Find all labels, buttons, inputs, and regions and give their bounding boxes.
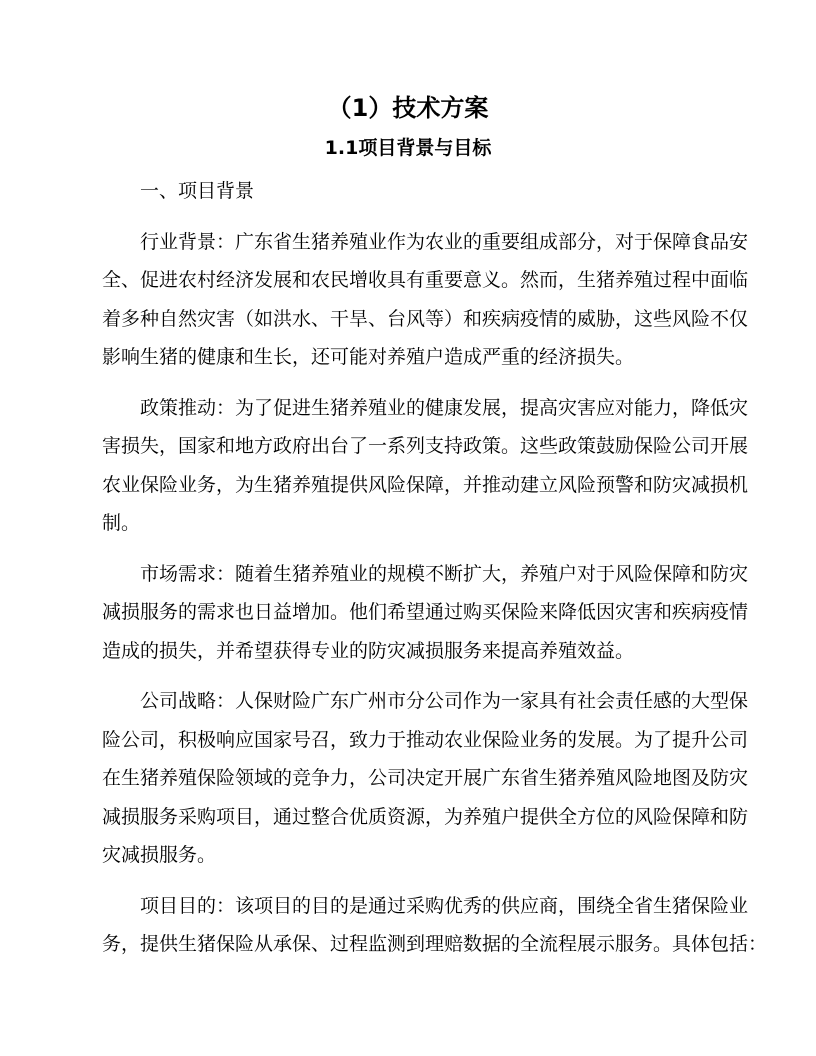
text-line: 政策推动：为了促进生猪养殖业的健康发展，提高灾害应对能力，降低灾 [140,396,749,419]
text-line: 市场需求：随着生猪养殖业的规模不断扩大，养殖户对于风险保障和防灾 [140,562,749,585]
text-line: 公司战略：人保财险广东广州市分公司作为一家具有社会责任感的大型保 [140,690,749,712]
text-line: 在生猪养殖保险领域的竞争力，公司决定开展广东省生猪养殖风险地图及防灾 [102,767,749,789]
text-line: 务，提供生猪保险从承保、过程监测到理赔数据的全流程展示服务。具体包括： [102,933,768,955]
text-line: 行业背景：广东省生猪养殖业作为农业的重要组成部分，对于保障食品安 [140,230,749,253]
text-line: 制。 [102,512,141,534]
document-body [102,172,768,976]
text-line: 减损服务采购项目，通过整合优质资源，为养殖户提供全方位的风险保障和防 [102,805,749,828]
text-line: 影响生猪的健康和生长，还可能对养殖户造成严重的经济损失。 [102,346,635,368]
document-title: （1）技术方案 [327,94,489,122]
text-line: 灾减损服务。 [102,844,217,866]
paragraph-project-purpose [102,887,768,964]
text-line: 着多种自然灾害（如洪水、干旱、台风等）和疾病疫情的威胁，这些风险不仅 [102,307,749,330]
paragraph-company-strategy [102,682,749,875]
text-line: 一、项目背景 [140,180,255,202]
text-line: 项目目的：该项目的目的是通过采购优秀的供应商，围绕全省生猪保险业 [140,894,749,917]
text-line: 减损服务的需求也日益增加。他们希望通过购买保险来降低因灾害和疾病疫情 [102,601,749,623]
paragraph-market-demand [102,555,749,671]
text-line: 农业保险业务，为生猪养殖提供风险保障，并推动建立风险预警和防灾减损机 [102,473,749,496]
paragraph-policy-drive [102,389,749,543]
text-line: 害损失，国家和地方政府出台了一系列支持政策。这些政策鼓励保险公司开展 [102,435,749,457]
text-line: 险公司，积极响应国家号召，致力于推动农业保险业务的发展。为了提升公司 [102,728,749,751]
paragraph-section-heading-project-background [102,172,738,211]
paragraph-industry-background [102,223,749,377]
section-title: 1.1项目背景与目标 [324,137,492,159]
text-line: 造成的损失，并希望获得专业的防灾减损服务来提高养殖效益。 [102,639,635,662]
text-line: 全、促进农村经济发展和农民增收具有重要意义。然而，生猪养殖过程中面临 [102,269,749,291]
